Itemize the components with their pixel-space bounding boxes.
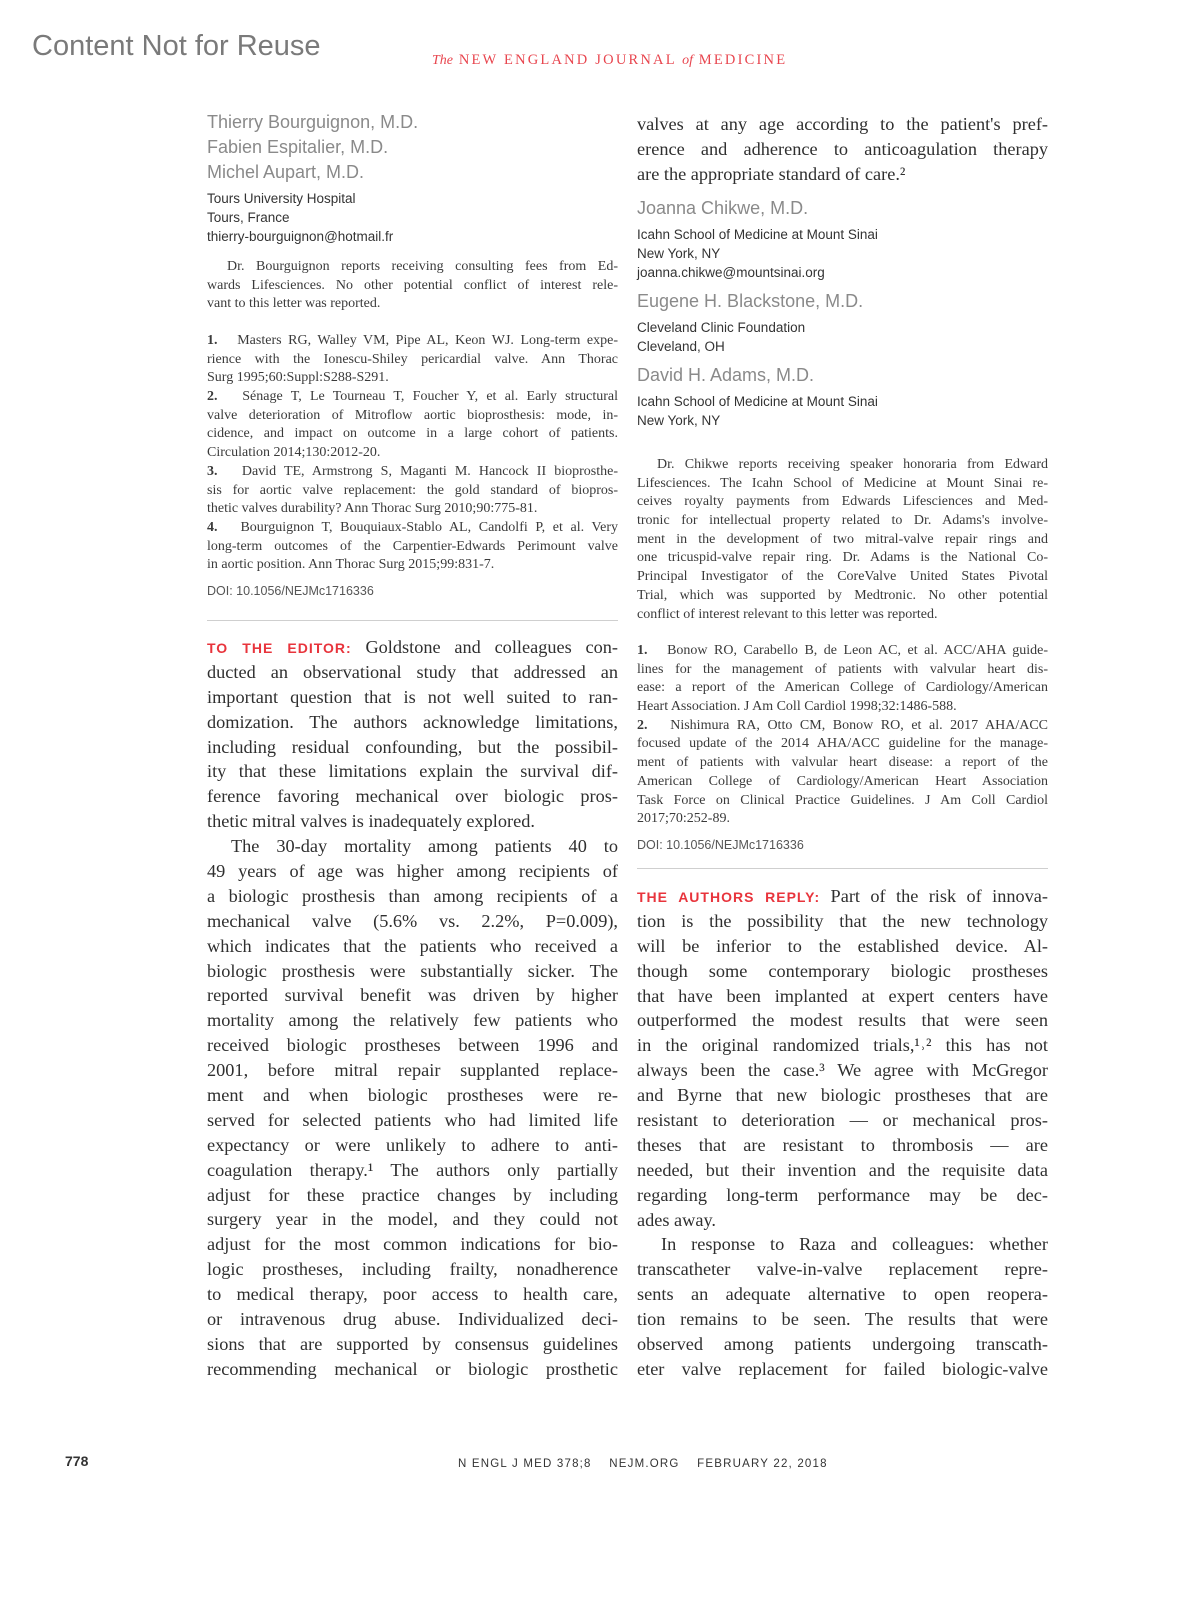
text-line bbox=[207, 959, 618, 984]
text-line bbox=[207, 1307, 618, 1332]
line-text: Goldstone and colleagues con- bbox=[365, 637, 618, 657]
masthead-of: of bbox=[682, 53, 693, 68]
text-line bbox=[637, 162, 1048, 187]
footer-citation bbox=[458, 1458, 828, 1470]
line-text: reported survival benefit was driven by higher bbox=[207, 985, 618, 1006]
line-text: biologic prosthesis were substantially sicker. The bbox=[207, 960, 618, 981]
text-line bbox=[637, 884, 1048, 909]
issue-date: FEBRUARY 22, 2018 bbox=[697, 1458, 828, 1470]
line-text: conflict of interest relevant to this letter was reported. bbox=[637, 606, 938, 622]
reference-item bbox=[207, 463, 618, 519]
line-text: Dr. Bourguignon reports receiving consulting fees from Ed- bbox=[227, 259, 618, 274]
author-name: Michel Aupart, M.D. bbox=[207, 162, 365, 182]
text-line bbox=[637, 661, 1048, 680]
author-entry bbox=[637, 289, 1048, 356]
line-text: American College of Cardiology/American Heart Association bbox=[637, 773, 1048, 789]
text-line bbox=[637, 1257, 1048, 1282]
text-line bbox=[207, 425, 618, 444]
text-line bbox=[637, 1332, 1048, 1357]
line-text: and Byrne that new biologic prostheses that are bbox=[637, 1085, 1048, 1106]
line-text: important question that is not well suited to ran- bbox=[207, 686, 618, 707]
text-line bbox=[637, 717, 1048, 736]
reference-item bbox=[207, 332, 618, 388]
line-text: Trial, which was supported by Medtronic. No other potential bbox=[637, 587, 1048, 603]
text-line bbox=[637, 531, 1048, 550]
line-text: In response to Raza and colleagues: whether bbox=[661, 1234, 1048, 1255]
reference-number: 2. bbox=[637, 717, 648, 733]
letter-continuation bbox=[637, 112, 1048, 187]
line-text: mortality among the relatively few patients who bbox=[207, 1010, 618, 1031]
line-text: Surg 1995;60:Suppl:S288-S291. bbox=[207, 370, 389, 386]
right-doi: DOI: 10.1056/NEJMc1716336 bbox=[637, 838, 804, 852]
line-text: 2001, before mitral repair supplanted replace- bbox=[207, 1060, 618, 1081]
letter-to-editor bbox=[207, 635, 618, 1382]
text-line bbox=[207, 1332, 618, 1357]
line-text: 2017;70:252-89. bbox=[637, 811, 730, 827]
line-text: tronic for intellectual property related to Dr. Adams's involve- bbox=[637, 513, 1048, 529]
text-line bbox=[637, 475, 1048, 494]
line-text: Lifesciences. The Icahn School of Medicine at Mount Sinai re- bbox=[637, 475, 1048, 491]
text-line bbox=[207, 332, 618, 351]
line-text: wards Lifesciences. No other potential conflict of interest rele- bbox=[207, 277, 618, 293]
line-text: Part of the risk of innova- bbox=[830, 886, 1048, 906]
text-line bbox=[637, 512, 1048, 531]
line-text: rience with the Ionescu-Shiley pericardial valve. Ann Thorac bbox=[207, 351, 618, 367]
line-text: sents an adequate alternative to open reopera- bbox=[637, 1284, 1048, 1305]
text-line bbox=[207, 983, 618, 1008]
text-line bbox=[637, 137, 1048, 162]
text-line bbox=[637, 934, 1048, 959]
line-text: Circulation 2014;130:2012-20. bbox=[207, 445, 381, 461]
text-line bbox=[207, 685, 618, 710]
text-line bbox=[207, 295, 618, 314]
text-line bbox=[207, 735, 618, 760]
affiliation bbox=[637, 225, 1048, 282]
line-text: valve deterioration of Mitroflow aortic bioprosthesis: mode, in- bbox=[207, 407, 618, 423]
text-line bbox=[637, 735, 1048, 754]
affiliation-line: Cleveland Clinic Foundation bbox=[637, 320, 806, 335]
text-line bbox=[207, 1183, 618, 1208]
text-line bbox=[207, 759, 618, 784]
line-text: ades away. bbox=[637, 1209, 717, 1230]
line-text: outperformed the modest results that were seen bbox=[637, 1010, 1048, 1031]
line-text: ity that these limitations explain the survival dif- bbox=[207, 761, 618, 782]
text-line bbox=[207, 1158, 618, 1183]
text-line bbox=[207, 710, 618, 735]
text-line bbox=[207, 1257, 618, 1282]
line-text: sions that are supported by consensus guidelines bbox=[207, 1333, 618, 1354]
text-line bbox=[637, 1232, 1048, 1257]
reference-number: 1. bbox=[207, 333, 218, 348]
text-line bbox=[637, 1282, 1048, 1307]
paragraph bbox=[207, 834, 618, 1382]
affiliation-line: Icahn School of Medicine at Mount Sinai bbox=[637, 394, 878, 409]
line-text: ease: a report of the American College of Cardiology/American bbox=[637, 680, 1048, 696]
text-line bbox=[207, 277, 618, 296]
text-line bbox=[637, 568, 1048, 587]
line-text: a biologic prosthesis than among recipients of a bbox=[207, 885, 618, 906]
line-text: erence and adherence to anticoagulation therapy bbox=[637, 138, 1048, 159]
text-line bbox=[207, 859, 618, 884]
line-text: are the appropriate standard of care.² bbox=[637, 163, 906, 184]
line-text: always been the case.³ We agree with McGregor bbox=[637, 1060, 1048, 1081]
line-text: transcatheter valve-in-valve replacement repre- bbox=[637, 1259, 1048, 1280]
text-line bbox=[207, 635, 618, 660]
text-line bbox=[637, 1008, 1048, 1033]
text-line bbox=[637, 679, 1048, 698]
watermark: Content Not for Reuse bbox=[32, 30, 321, 62]
text-line bbox=[637, 773, 1048, 792]
line-text: to medical therapy, poor access to health care, bbox=[207, 1284, 618, 1305]
divider bbox=[207, 620, 618, 621]
text-line bbox=[637, 698, 1048, 717]
line-text: that have been implanted at expert centers have bbox=[637, 985, 1048, 1006]
reference-item bbox=[207, 519, 618, 575]
reference-number: 1. bbox=[637, 643, 648, 658]
line-text: valves at any age according to the patient's pref- bbox=[637, 114, 1048, 134]
line-text: in aortic position. Ann Thorac Surg 2015;99:831-7. bbox=[207, 557, 495, 573]
reference-item bbox=[637, 642, 1048, 717]
text-line bbox=[637, 792, 1048, 811]
text-line bbox=[207, 463, 618, 482]
section-lead: TO THE EDITOR: bbox=[207, 640, 352, 656]
text-line bbox=[637, 1357, 1048, 1382]
text-line bbox=[637, 587, 1048, 606]
journal-site: NEJM.ORG bbox=[609, 1458, 680, 1470]
line-text: domization. The authors acknowledge limitations, bbox=[207, 711, 618, 732]
paragraph bbox=[207, 635, 618, 834]
line-text: Bourguignon T, Bouquiaux-Stablo AL, Candolfi P, et al. Very bbox=[240, 519, 618, 535]
text-line bbox=[207, 1282, 618, 1307]
line-text: ducted an observational study that addressed an bbox=[207, 661, 618, 682]
line-text: served for selected patients who had limited life bbox=[207, 1109, 618, 1130]
paragraph bbox=[637, 884, 1048, 1232]
masthead-title-end: MEDICINE bbox=[698, 52, 788, 68]
line-text: tion remains to be seen. The results that were bbox=[637, 1309, 1048, 1330]
text-line bbox=[637, 810, 1048, 829]
line-text: ment of patients with valvular heart disease: a report of the bbox=[637, 755, 1048, 771]
text-line bbox=[637, 1208, 1048, 1233]
line-text: will be inferior to the established device. Al- bbox=[637, 935, 1048, 956]
affiliation-line: Icahn School of Medicine at Mount Sinai bbox=[637, 227, 878, 242]
line-text: ference favoring mechanical over biologic pros- bbox=[207, 786, 618, 807]
line-text: ceives royalty payments from Edwards Lifesciences and Med- bbox=[637, 494, 1048, 510]
line-text: needed, but their invention and the requisite data bbox=[637, 1159, 1048, 1180]
text-line bbox=[207, 1033, 618, 1058]
text-line bbox=[207, 1232, 618, 1257]
text-line bbox=[207, 519, 618, 538]
text-line bbox=[637, 909, 1048, 934]
line-text: Dr. Chikwe reports receiving speaker honoraria from Edward bbox=[657, 457, 1048, 472]
text-line bbox=[207, 369, 618, 388]
text-line bbox=[207, 809, 618, 834]
text-line bbox=[207, 1357, 618, 1382]
line-text: regarding long-term performance may be dec- bbox=[637, 1184, 1048, 1205]
journal-citation: N ENGL J MED 378;8 bbox=[458, 1458, 592, 1470]
line-text: vant to this letter was reported. bbox=[207, 296, 381, 312]
line-text: one tricuspid-valve repair ring. Dr. Adams is the National Co- bbox=[637, 550, 1048, 566]
line-text: in the original randomized trials,¹˒² this has not bbox=[637, 1035, 1048, 1056]
text-line bbox=[637, 959, 1048, 984]
text-line bbox=[207, 482, 618, 501]
line-text: theses that are resistant to thrombosis — are bbox=[637, 1134, 1048, 1155]
line-text: observed among patients undergoing transcath- bbox=[637, 1334, 1048, 1355]
line-text: ment and when biologic prostheses were re- bbox=[207, 1085, 618, 1106]
line-text: adjust for these practice changes by including bbox=[207, 1184, 618, 1205]
text-line bbox=[207, 909, 618, 934]
affiliation-line: Tours University Hospital bbox=[207, 191, 356, 206]
reference-item bbox=[637, 717, 1048, 829]
text-line bbox=[207, 1133, 618, 1158]
paragraph bbox=[637, 1232, 1048, 1381]
text-line bbox=[207, 388, 618, 407]
text-line bbox=[637, 456, 1048, 475]
line-text: expectancy or were unlikely to adhere to anti- bbox=[207, 1134, 618, 1155]
text-line bbox=[207, 444, 618, 463]
text-line bbox=[637, 1058, 1048, 1083]
line-text: adjust for the most common indications for bio- bbox=[207, 1234, 618, 1255]
text-line bbox=[637, 549, 1048, 568]
right-disclosure bbox=[637, 456, 1048, 624]
line-text: recommending mechanical or biologic prosthetic bbox=[207, 1358, 618, 1379]
line-text: Heart Association. J Am Coll Cardiol 1998;32:1486-588. bbox=[637, 699, 957, 715]
line-text: including residual confounding, but the possibil- bbox=[207, 736, 618, 757]
line-text: tion is the possibility that the new technology bbox=[637, 910, 1048, 931]
author-name: Fabien Espitalier, M.D. bbox=[207, 137, 389, 157]
text-line bbox=[637, 1183, 1048, 1208]
page-number: 778 bbox=[65, 1453, 89, 1469]
text-line bbox=[637, 1033, 1048, 1058]
line-text: mechanical valve (5.6% vs. 2.2%, P=0.009), bbox=[207, 910, 618, 931]
author-entry bbox=[637, 196, 1048, 282]
affiliation-line: Tours, France bbox=[207, 210, 290, 225]
line-text: long-term outcomes of the Carpentier-Edwards Perimount valve bbox=[207, 538, 618, 554]
line-text: Nishimura RA, Otto CM, Bonow RO, et al. 2017 AHA/ACC bbox=[670, 717, 1048, 733]
line-text: thetic mitral valves is inadequately explored. bbox=[207, 811, 535, 832]
text-line bbox=[207, 1008, 618, 1033]
right-author-block bbox=[637, 196, 1048, 437]
authors-reply bbox=[637, 884, 1048, 1382]
text-line bbox=[637, 1307, 1048, 1332]
right-references bbox=[637, 642, 1048, 829]
text-line bbox=[207, 934, 618, 959]
line-text: Task Force on Clinical Practice Guidelines. J Am Coll Cardiol bbox=[637, 792, 1048, 808]
line-text: thetic valves durability? Ann Thorac Surg 2010;90:775-81. bbox=[207, 501, 538, 517]
line-text: Masters RG, Walley VM, Pipe AL, Keon WJ. Long-term expe- bbox=[237, 333, 618, 348]
text-line bbox=[207, 258, 618, 277]
masthead-title: NEW ENGLAND JOURNAL bbox=[458, 52, 677, 68]
line-text: David TE, Armstrong S, Maganti M. Hancock II bioprosthe- bbox=[241, 463, 618, 479]
author-name: Joanna Chikwe, M.D. bbox=[637, 198, 809, 218]
line-text: Principal Investigator of the CoreValve United States Pivotal bbox=[637, 569, 1048, 585]
text-line bbox=[637, 606, 1048, 625]
text-line bbox=[207, 351, 618, 370]
left-author-block bbox=[207, 110, 618, 246]
line-text: surgery year in the model, and they could not bbox=[207, 1209, 618, 1230]
left-doi: DOI: 10.1056/NEJMc1716336 bbox=[207, 584, 374, 598]
left-disclosure bbox=[207, 258, 618, 314]
affiliation-line: New York, NY bbox=[637, 413, 721, 428]
text-line bbox=[207, 834, 618, 859]
affiliation-line: thierry-bourguignon@hotmail.fr bbox=[207, 229, 394, 244]
line-text: cidence, and impact on outcome in a large cohort of patients. bbox=[207, 426, 618, 442]
text-line bbox=[207, 1108, 618, 1133]
text-line bbox=[637, 1158, 1048, 1183]
line-text: Sénage T, Le Tourneau T, Foucher Y, et al. Early structural bbox=[242, 389, 618, 405]
text-line bbox=[207, 1058, 618, 1083]
line-text: sis for aortic valve replacement: the gold standard of biopros- bbox=[207, 482, 618, 498]
text-line bbox=[637, 1133, 1048, 1158]
text-line bbox=[207, 556, 618, 575]
section-lead: THE AUTHORS REPLY: bbox=[637, 889, 821, 905]
divider bbox=[637, 868, 1048, 869]
masthead-the: The bbox=[432, 53, 453, 68]
text-line bbox=[207, 660, 618, 685]
text-line bbox=[207, 784, 618, 809]
text-line bbox=[637, 984, 1048, 1009]
line-text: Bonow RO, Carabello B, de Leon AC, et al. ACC/AHA guide- bbox=[667, 643, 1048, 658]
line-text: though some contemporary biologic prostheses bbox=[637, 960, 1048, 981]
text-line bbox=[637, 112, 1048, 137]
author-name: Thierry Bourguignon, M.D. bbox=[207, 112, 419, 132]
reference-number: 4. bbox=[207, 519, 218, 535]
reference-number: 3. bbox=[207, 463, 218, 479]
line-text: focused update of the 2014 AHA/ACC guideline for the manage- bbox=[637, 736, 1048, 752]
text-line bbox=[207, 500, 618, 519]
line-text: or intravenous drug abuse. Individualized deci- bbox=[207, 1309, 618, 1330]
reference-item bbox=[207, 388, 618, 463]
text-line bbox=[207, 884, 618, 909]
line-text: eter valve replacement for failed biologic-valve bbox=[637, 1358, 1048, 1379]
left-references bbox=[207, 332, 618, 575]
text-line bbox=[637, 493, 1048, 512]
text-line bbox=[637, 1108, 1048, 1133]
affiliation-line: New York, NY bbox=[637, 246, 721, 261]
text-line bbox=[207, 407, 618, 426]
affiliation-line: joanna.chikwe@mountsinai.org bbox=[637, 265, 825, 280]
text-line bbox=[637, 754, 1048, 773]
affiliation-line: Cleveland, OH bbox=[637, 339, 725, 354]
line-text: resistant to deterioration — or mechanical pros- bbox=[637, 1110, 1048, 1131]
text-line bbox=[637, 1083, 1048, 1108]
line-text: logic prostheses, including frailty, nonadherence bbox=[207, 1259, 618, 1280]
affiliation bbox=[637, 318, 1048, 356]
line-text: lines for the management of patients with valvular heart dis- bbox=[637, 661, 1048, 677]
line-text: 49 years of age was higher among recipients of bbox=[207, 861, 618, 882]
line-text: The 30-day mortality among patients 40 to bbox=[231, 836, 618, 857]
text-line bbox=[207, 1083, 618, 1108]
line-text: which indicates that the patients who received a bbox=[207, 935, 618, 956]
text-line bbox=[207, 538, 618, 557]
author-name: David H. Adams, M.D. bbox=[637, 365, 815, 385]
line-text: received biologic prostheses between 1996 and bbox=[207, 1035, 618, 1056]
line-text: coagulation therapy.¹ The authors only partially bbox=[207, 1159, 618, 1180]
line-text: ment in the development of two mitral-valve repair rings and bbox=[637, 531, 1048, 547]
author-entry bbox=[637, 363, 1048, 430]
text-line bbox=[637, 642, 1048, 661]
text-line bbox=[207, 1207, 618, 1232]
affiliation bbox=[637, 392, 1048, 430]
author-name: Eugene H. Blackstone, M.D. bbox=[637, 291, 864, 311]
journal-masthead bbox=[432, 52, 787, 69]
reference-number: 2. bbox=[207, 389, 218, 405]
